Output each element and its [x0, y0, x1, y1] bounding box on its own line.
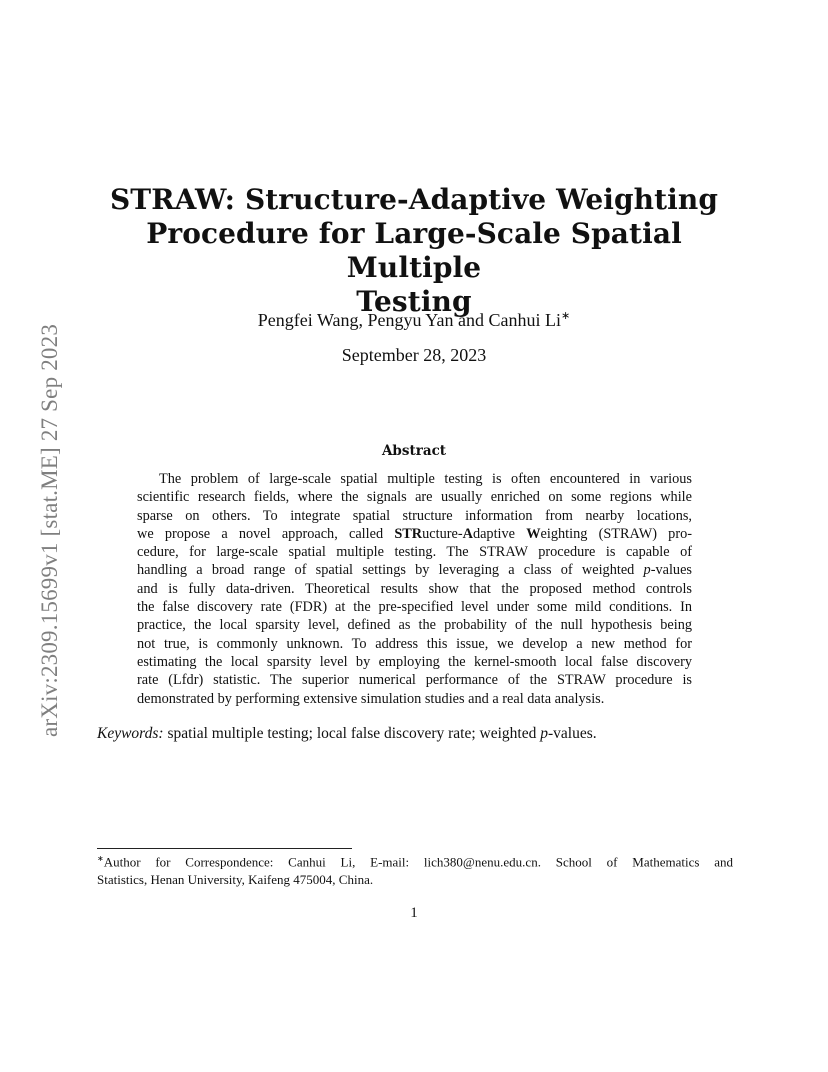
abstract-line: and is fully data-driven. Theoretical results show that the proposed method controls [137, 580, 692, 597]
keywords-text: -values. [547, 725, 597, 742]
author-list [100, 309, 728, 331]
abstract-bold: STR [394, 525, 423, 542]
footnote-text: Author for Correspondence: Canhui Li, E-mail: lich380@nenu.edu.cn. School of Mathematics and [103, 854, 733, 870]
abstract-line: the false discovery rate (FDR) at the pre-specified level under some mild conditions. In [137, 599, 692, 616]
abstract-italic: p [643, 562, 651, 579]
footnote [97, 850, 733, 889]
author-footnote-mark: ∗ [560, 310, 571, 322]
keywords-text: spatial multiple testing; local false discovery rate; weighted [163, 725, 541, 742]
keywords-italic: p [540, 725, 548, 742]
abstract-line: rate (Lfdr) statistic. The superior numerical performance of the STRAW procedure is [137, 672, 692, 689]
arxiv-identifier-sidebar: arXiv:2309.15699v1 [stat.ME] 27 Sep 2023 [37, 323, 62, 737]
abstract-line: practice, the local sparsity level, defined as the probability of the null hypothesis being [137, 617, 692, 634]
footnote-rule [97, 848, 352, 849]
abstract-text: -values [650, 562, 692, 579]
abstract-body [137, 470, 692, 708]
paper-date: September 28, 2023 [341, 345, 487, 365]
abstract-line: cedure, for large-scale spatial multiple testing. The STRAW procedure is capable of [137, 544, 692, 561]
abstract-line: demonstrated by performing extensive simulation studies and a real data analysis. [137, 690, 605, 707]
keywords-label: Keywords: [97, 725, 164, 742]
abstract-text: daptive [472, 525, 527, 542]
abstract-line: sparse on others. To integrate spatial structure information from nearby locations, [137, 507, 692, 524]
page-number: 1 [410, 905, 418, 921]
abstract-text: we propose a novel approach, called [137, 525, 395, 542]
abstract-text: ucture- [422, 525, 463, 542]
paper-title [100, 183, 728, 319]
abstract-line [137, 561, 692, 579]
footnote-mark: ∗ [97, 854, 104, 863]
title-line: Procedure for Large-Scale Spatial Multiple [146, 217, 682, 284]
abstract-line: scientific research fields, where the signals are usually enriched on some regions while [137, 489, 692, 506]
footnote-line [97, 850, 733, 871]
abstract-line: The problem of large-scale spatial multiple testing is often encountered in various [159, 471, 692, 487]
author-names: Pengfei Wang, Pengyu Yan and Canhui Li [257, 310, 561, 330]
abstract-text: handling a broad range of spatial settings by leveraging a class of weighted [137, 562, 644, 579]
title-line: STRAW: Structure-Adaptive Weighting [109, 183, 719, 216]
abstract-text: eighting (STRAW) pro- [540, 525, 692, 542]
abstract-bold: W [526, 525, 541, 542]
abstract-heading: Abstract [381, 443, 447, 459]
title-line: Testing [356, 285, 472, 318]
keywords [97, 725, 737, 743]
abstract-bold: A [462, 525, 473, 542]
abstract-line: not true, is commonly unknown. To address this issue, we develop a new method for [137, 635, 692, 652]
footnote-line: Statistics, Henan University, Kaifeng 475004, China. [97, 872, 374, 888]
abstract-line [137, 525, 692, 543]
abstract-line: estimating the local sparsity level by employing the kernel-smooth local false discovery [137, 653, 692, 670]
